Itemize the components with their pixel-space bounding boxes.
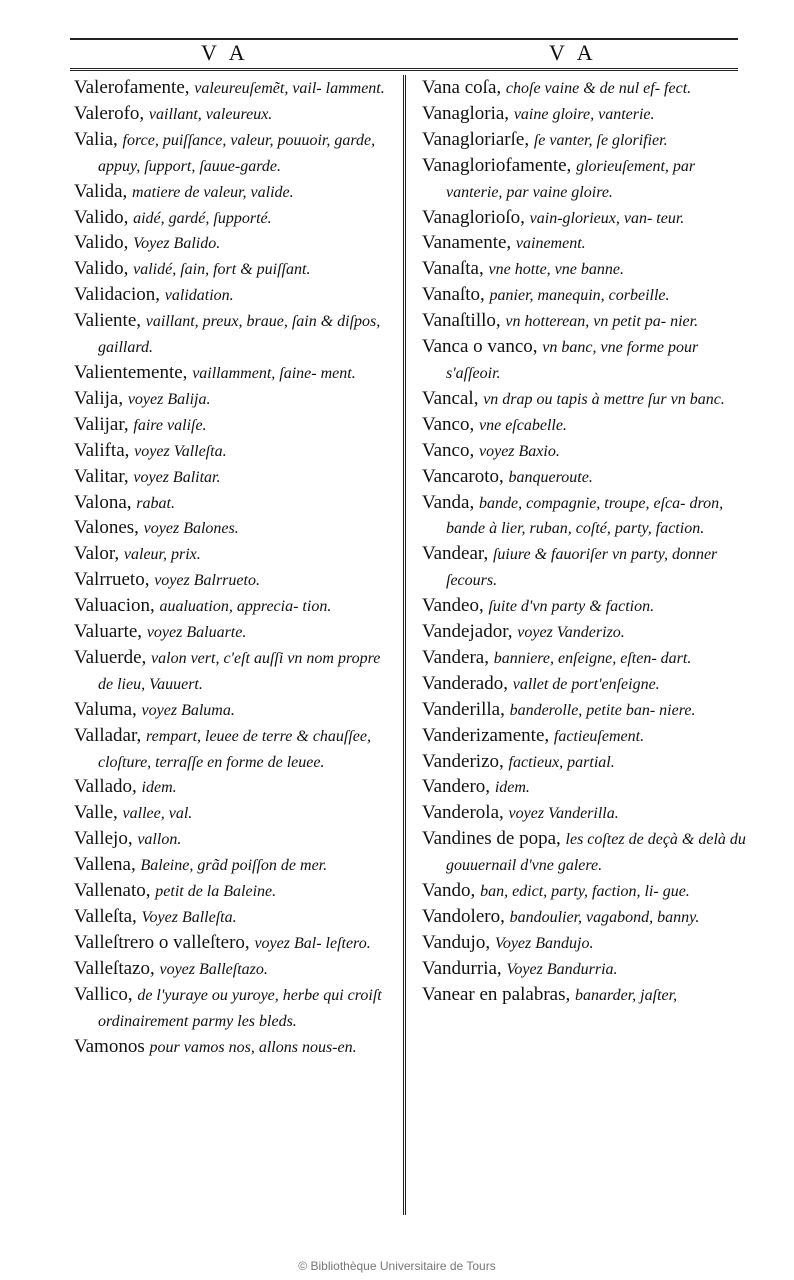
entry-headword: Vanco, xyxy=(422,413,475,435)
entry-definition: bande, compagnie, troupe, eſca- dron, bande à lier, ruban, coſté, party, faction. xyxy=(446,494,724,538)
entry-definition: voyez Baluma. xyxy=(141,701,235,719)
entry-definition: vn banc, vne forme pour s'aſſeoir. xyxy=(446,339,699,382)
entry-headword: Vanaglorioſo, xyxy=(422,206,525,228)
entry-definition: vne eſcabelle. xyxy=(478,416,567,434)
dictionary-entry xyxy=(74,905,399,931)
dictionary-entry xyxy=(422,335,747,387)
entry-definition: petit de la Baleine. xyxy=(155,883,277,901)
dictionary-entry xyxy=(74,646,399,698)
entry-headword: Valuacion, xyxy=(74,595,155,617)
left-running-head: V A xyxy=(201,40,249,65)
entry-headword: Vallenato, xyxy=(74,880,151,902)
right-running-head: V A xyxy=(549,40,597,65)
entry-definition: Voyez Bandujo. xyxy=(494,934,594,952)
entry-definition: voyez Vanderilla. xyxy=(508,805,619,823)
dictionary-entry xyxy=(422,76,747,102)
entry-headword: Valladar, xyxy=(74,724,142,746)
entry-definition: voyez Valleſta. xyxy=(134,442,227,460)
entry-definition: de l'yuraye ou yuroye, herbe qui croiſt ordinairement parmy les bleds. xyxy=(98,986,382,1030)
dictionary-entry xyxy=(74,206,399,232)
entry-headword: Vanderilla, xyxy=(422,698,505,720)
dictionary-entry xyxy=(74,413,399,439)
entry-headword: Valle, xyxy=(74,802,118,824)
right-column xyxy=(422,76,747,1009)
entry-headword: Vandurria, xyxy=(422,957,502,979)
entry-definition: faire valiſe. xyxy=(133,416,207,434)
dictionary-entry xyxy=(422,206,747,232)
dictionary-entry xyxy=(422,801,747,827)
entry-headword: Vandolero, xyxy=(422,906,505,927)
entry-headword: Vanderizamente, xyxy=(422,724,550,746)
dictionary-entry xyxy=(422,439,747,465)
dictionary-entry xyxy=(422,594,747,620)
entry-headword: Valija, xyxy=(74,387,124,409)
entry-headword: Valor, xyxy=(74,543,120,565)
dictionary-entry xyxy=(422,775,747,801)
entry-headword: Vanderola, xyxy=(422,802,504,824)
dictionary-entry xyxy=(422,102,747,128)
entry-headword: Vandujo, xyxy=(422,931,491,953)
entry-definition: voyez Balrrueto. xyxy=(154,572,260,590)
entry-headword: Valleſtrero o valleſtero, xyxy=(74,931,250,953)
dictionary-entry xyxy=(422,672,747,698)
dictionary-entry xyxy=(422,879,747,905)
dictionary-entry xyxy=(422,931,747,957)
entry-headword: Vanco, xyxy=(422,439,475,461)
dictionary-entry xyxy=(422,542,747,594)
entry-headword: Valona, xyxy=(74,491,132,513)
dictionary-entry xyxy=(422,413,747,439)
dictionary-entry xyxy=(422,957,747,983)
dictionary-entry xyxy=(422,231,747,257)
entry-headword: Vando, xyxy=(422,880,476,902)
dictionary-entry xyxy=(74,283,399,309)
dictionary-entry xyxy=(74,180,399,206)
entry-headword: Valiente, xyxy=(74,310,142,332)
dictionary-entry xyxy=(74,775,399,801)
entry-headword: Valleſta, xyxy=(74,906,137,927)
entry-headword: Valerofo, xyxy=(74,102,145,124)
entry-headword: Valido, xyxy=(74,232,129,254)
entry-headword: Vanagloria, xyxy=(422,102,510,124)
entry-headword: Vallico, xyxy=(74,983,133,1005)
entry-definition: voyez Bal- leſtero. xyxy=(254,934,371,952)
dictionary-entry xyxy=(422,387,747,413)
entry-headword: Vallejo, xyxy=(74,828,133,850)
entry-definition: voyez Balones. xyxy=(143,520,239,538)
top-rule xyxy=(70,38,738,40)
dictionary-entry xyxy=(74,257,399,283)
entry-definition: bandoulier, vagabond, banny. xyxy=(509,909,700,926)
copyright-footer: © Bibliothèque Universitaire de Tours xyxy=(298,1259,496,1273)
dictionary-entry xyxy=(74,1035,399,1061)
entry-definition: Voyez Balleſta. xyxy=(141,909,237,926)
entry-headword: Vandera, xyxy=(422,646,489,668)
entry-definition: vn hotterean, vn petit pa- nier. xyxy=(505,313,699,331)
left-column xyxy=(74,76,399,1060)
entry-definition: banniere, enſeigne, eſten- dart. xyxy=(493,649,692,667)
entry-definition: ſuiure & fauoriſer vn party, donner ſecours. xyxy=(446,546,718,590)
entry-definition: vn drap ou tapis à mettre ſur vn banc. xyxy=(483,390,725,408)
dictionary-entry xyxy=(74,76,399,102)
entry-definition: vain-glorieux, van- teur. xyxy=(529,209,685,227)
dictionary-entry xyxy=(74,439,399,465)
entry-definition: factieuſement. xyxy=(553,727,645,745)
dictionary-entry xyxy=(422,620,747,646)
entry-definition: glorieuſement, par vanterie, par vaine gloire. xyxy=(446,157,696,201)
dictionary-entry xyxy=(422,154,747,206)
entry-headword: Vanear en palabras, xyxy=(422,983,571,1005)
entry-definition: voyez Balleſtazo. xyxy=(159,960,268,978)
dictionary-entry xyxy=(74,801,399,827)
dictionary-entry xyxy=(74,568,399,594)
dictionary-entry xyxy=(74,827,399,853)
dictionary-entry xyxy=(422,491,747,543)
dictionary-entry xyxy=(422,283,747,309)
dictionary-entry xyxy=(422,646,747,672)
dictionary-entry xyxy=(74,309,399,361)
entry-headword: Vanaſto, xyxy=(422,284,485,306)
entry-headword: Valitar, xyxy=(74,465,129,487)
entry-headword: Valido, xyxy=(74,206,129,228)
entry-headword: Valijar, xyxy=(74,413,129,435)
entry-definition: vne hotte, vne banne. xyxy=(488,261,624,279)
entry-definition: Voyez Bandurria. xyxy=(506,960,618,978)
entry-headword: Vanderado, xyxy=(422,672,508,694)
dictionary-entry xyxy=(74,594,399,620)
entry-definition: vaillant, valeureux. xyxy=(148,105,273,123)
dictionary-entry xyxy=(422,128,747,154)
entry-headword: Vanaſta, xyxy=(422,258,484,280)
entry-definition: idem. xyxy=(141,779,177,797)
dictionary-entry xyxy=(74,724,399,776)
dictionary-entry xyxy=(422,465,747,491)
entry-definition: validé, ſain, fort & puiſſant. xyxy=(133,261,311,279)
entry-definition: voyez Baluarte. xyxy=(146,624,247,642)
entry-definition: vallet de port'enſeigne. xyxy=(512,675,660,693)
entry-definition: vallon. xyxy=(137,831,182,849)
entry-headword: Valerofamente, xyxy=(74,77,190,98)
entry-definition: factieux, partial. xyxy=(508,753,615,771)
entry-definition: voyez Baxio. xyxy=(478,442,560,460)
entry-headword: Valrrueto, xyxy=(74,569,150,591)
dictionary-entry xyxy=(422,905,747,931)
entry-definition: choſe vaine & de nul ef- fect. xyxy=(505,80,692,97)
dictionary-entry xyxy=(422,750,747,776)
entry-headword: Valuerde, xyxy=(74,646,147,668)
dictionary-entry xyxy=(74,931,399,957)
entry-headword: Vanaſtillo, xyxy=(422,310,501,332)
entry-headword: Valia, xyxy=(74,128,118,150)
dictionary-entry xyxy=(74,516,399,542)
entry-definition: aualuation, apprecia- tion. xyxy=(159,598,332,616)
dictionary-entry xyxy=(422,724,747,750)
entry-definition: vaine gloire, vanterie. xyxy=(513,105,655,123)
entry-definition: validation. xyxy=(164,287,234,305)
entry-headword: Vanda, xyxy=(422,491,475,513)
entry-definition: pour vamos nos, allons nous-en. xyxy=(149,1038,357,1056)
entry-definition: vaillamment, ſaine- ment. xyxy=(192,364,356,382)
dictionary-entry xyxy=(422,309,747,335)
dictionary-entry xyxy=(422,257,747,283)
entry-definition: vallee, val. xyxy=(122,805,193,823)
entry-definition: force, puiſſance, valeur, pouuoir, garde, appuy, ſupport, ſauue-garde. xyxy=(98,131,376,175)
entry-headword: Vandero, xyxy=(422,776,491,798)
entry-headword: Vancal, xyxy=(422,387,479,409)
entry-definition: voyez Balitar. xyxy=(133,468,221,486)
dictionary-entry xyxy=(74,387,399,413)
entry-definition: valeur, prix. xyxy=(123,546,201,564)
dictionary-entry xyxy=(74,465,399,491)
entry-headword: Valuarte, xyxy=(74,621,143,643)
entry-definition: rabat. xyxy=(136,494,175,512)
entry-definition: matiere de valeur, valide. xyxy=(132,183,294,201)
entry-headword: Vanderizo, xyxy=(422,750,504,772)
entry-headword: Valido, xyxy=(74,258,129,280)
dictionary-entry xyxy=(422,983,747,1009)
dictionary-entry xyxy=(74,698,399,724)
dictionary-entry xyxy=(74,491,399,517)
entry-headword: Vandeo, xyxy=(422,595,484,617)
entry-definition: idem. xyxy=(494,779,530,797)
entry-headword: Valida, xyxy=(74,180,128,202)
entry-definition: Baleine, grãd poiſſon de mer. xyxy=(140,857,328,875)
entry-headword: Validacion, xyxy=(74,284,161,306)
dictionary-entry xyxy=(422,827,747,879)
dictionary-entry xyxy=(422,698,747,724)
entry-definition: vaillant, preux, braue, ſain & diſpos, gaillard. xyxy=(98,313,381,357)
dictionary-entry xyxy=(74,128,399,180)
entry-definition: banderolle, petite ban- niere. xyxy=(509,701,696,719)
entry-definition: Voyez Balido. xyxy=(133,235,221,253)
entry-headword: Valleſtazo, xyxy=(74,957,155,979)
entry-headword: Vandejador, xyxy=(422,621,513,643)
entry-definition: voyez Balija. xyxy=(127,390,211,408)
entry-headword: Vamonos xyxy=(74,1035,145,1057)
dictionary-entry xyxy=(74,102,399,128)
entry-headword: Vanagloriofamente, xyxy=(422,154,572,176)
entry-definition: ſe vanter, ſe glorifier. xyxy=(533,131,668,149)
entry-definition: aidé, gardé, ſupporté. xyxy=(133,209,272,227)
dictionary-entry xyxy=(74,983,399,1035)
dictionary-entry xyxy=(74,957,399,983)
entry-definition: voyez Vanderizo. xyxy=(517,624,625,642)
dictionary-entry xyxy=(74,620,399,646)
column-divider xyxy=(403,75,406,1215)
dictionary-entry xyxy=(74,879,399,905)
dictionary-entry xyxy=(74,542,399,568)
entry-headword: Vallado, xyxy=(74,776,137,798)
entry-headword: Vanca o vanco, xyxy=(422,336,538,358)
entry-headword: Vallena, xyxy=(74,854,136,876)
entry-headword: Valifta, xyxy=(74,439,130,461)
entry-definition: banqueroute. xyxy=(508,468,593,486)
entry-headword: Valientemente, xyxy=(74,361,188,383)
entry-headword: Vanagloriarſe, xyxy=(422,128,530,150)
dictionary-entry xyxy=(74,853,399,879)
entry-definition: les coſtez de deçà & delà du gouuernail d'vne galere. xyxy=(446,831,746,875)
entry-definition: valeureuſemẽt, vail- lamment. xyxy=(194,80,385,97)
entry-definition: rempart, leuee de terre & chauſſee, cloſture, terraſſe en forme de leuee. xyxy=(98,727,372,771)
entry-headword: Vana coſa, xyxy=(422,77,502,98)
entry-headword: Vandines de popa, xyxy=(422,828,561,850)
dictionary-entry xyxy=(74,361,399,387)
entry-definition: ban, edict, party, faction, li- gue. xyxy=(480,883,690,901)
entry-headword: Vandear, xyxy=(422,543,489,565)
entry-definition: banarder, jaſter, xyxy=(574,986,678,1004)
entry-headword: Valuma, xyxy=(74,698,137,720)
entry-definition: vainement. xyxy=(515,235,586,253)
entry-headword: Vancaroto, xyxy=(422,465,504,487)
header-rule xyxy=(70,68,738,71)
entry-definition: valon vert, c'eſt auſſi vn nom propre de lieu, Vauuert. xyxy=(98,649,381,693)
entry-definition: panier, manequin, corbeille. xyxy=(489,287,670,305)
entry-headword: Vanamente, xyxy=(422,232,512,254)
entry-definition: ſuite d'vn party & faction. xyxy=(488,598,655,616)
dictionary-entry xyxy=(74,231,399,257)
entry-headword: Valones, xyxy=(74,517,139,539)
